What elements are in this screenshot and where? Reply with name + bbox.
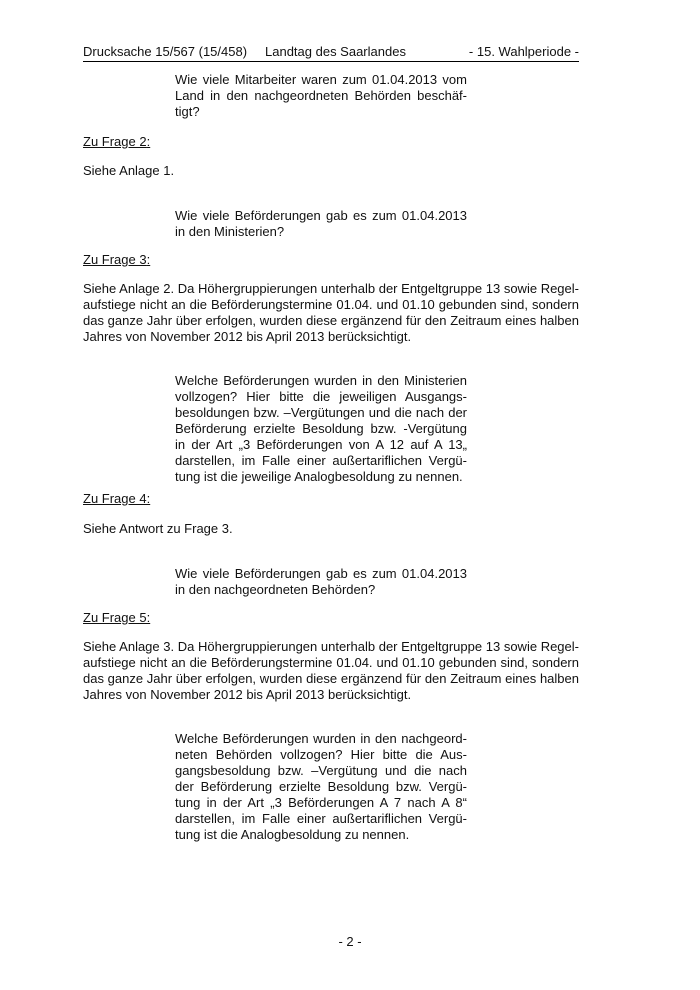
answer-3-line: Siehe Anlage 2. Da Höhergruppierungen unterhalb der Entgeltgruppe 13 sowie Regel- [83,281,579,296]
page-header [83,44,579,62]
question-4-line: in den nachgeordneten Behörden? [175,582,376,597]
question-1-line: tigt? [175,104,200,119]
answer-4 [83,521,579,537]
answer-5-line: aufstiege nicht an die Beförderungstermine 01.04. und 01.10 gebunden sind, sondern [83,655,579,670]
question-3-line: darstellen, im Falle einer außertariflichen Vergü- [175,453,467,468]
question-5-line: Welche Beförderungen wurden in den nachgeord- [175,731,467,746]
answer-3-line: Jahres von November 2012 bis April 2013 berücksichtigt. [83,329,412,344]
question-2 [175,208,467,240]
heading-label: Zu Frage 5: [83,610,151,625]
question-3 [175,373,467,485]
answer-4-text: Siehe Antwort zu Frage 3. [83,521,233,536]
question-1-line: Land in den nachgeordneten Behörden beschäf- [175,88,467,103]
question-3-line: Beförderung erzielte Besoldung bzw. -Vergütung [175,421,467,436]
question-3-line: Welche Beförderungen wurden in den Ministerien [175,373,467,388]
heading-zu-frage-2 [83,134,150,150]
heading-zu-frage-3 [83,252,150,268]
heading-colon: : [146,134,151,149]
heading-label: Zu Frage 2 [83,134,147,149]
question-5-line: darstellen, im Falle einer außertariflichen Vergü- [175,811,467,826]
question-5-line: gangsbesoldung bzw. –Vergütung und die nach [175,763,467,778]
question-4-line: Wie viele Beförderungen gab es zum 01.04.2013 [175,566,467,581]
question-2-line: in den Ministerien? [175,224,285,239]
question-2-line: Wie viele Beförderungen gab es zum 01.04.2013 [175,208,467,223]
answer-5-line: das ganze Jahr über erfolgen, wurden diese ergänzend für den Zeitraum eines halben [83,671,579,686]
page-number: - 2 - [338,934,362,949]
question-4 [175,566,467,598]
question-1-line: Wie viele Mitarbeiter waren zum 01.04.2013 vom [175,72,467,87]
answer-5-line: Jahres von November 2012 bis April 2013 berücksichtigt. [83,687,412,702]
header-document-number: Drucksache 15/567 (15/458) [83,44,248,59]
answer-3-line: aufstiege nicht an die Beförderungstermine 01.04. und 01.10 gebunden sind, sondern [83,297,579,312]
answer-2 [83,163,579,179]
question-5-line: neten Behörden vollzogen? Hier bitte die Aus- [175,747,467,762]
heading-colon: : [146,252,151,267]
question-3-line: besoldungen bzw. –Vergütungen und die nach der [175,405,467,420]
question-5-line: der Beförderung erzielte Besoldung bzw. Vergü- [175,779,467,794]
question-3-line: in der Art „3 Beförderungen von A 12 auf A 13„ [175,437,467,452]
header-legislative-period: - 15. Wahlperiode - [468,44,579,59]
question-3-line: tung ist die jeweilige Analogbesoldung zu nennen. [175,469,463,484]
question-1 [175,72,467,120]
answer-5 [83,639,579,703]
heading-zu-frage-5 [83,610,150,626]
question-5-line: tung ist die Analogbesoldung zu nennen. [175,827,410,842]
answer-2-text: Siehe Anlage 1. [83,163,175,178]
question-3-line: vollzogen? Hier bitte die jeweiligen Ausgangs- [175,389,467,404]
header-parliament-name: Landtag des Saarlandes [265,44,406,59]
answer-5-line: Siehe Anlage 3. Da Höhergruppierungen unterhalb der Entgeltgruppe 13 sowie Regel- [83,639,579,654]
question-5-line: tung in der Art „3 Beförderungen A 7 nach A 8“ [175,795,467,810]
heading-zu-frage-4 [83,491,150,507]
question-5 [175,731,467,843]
answer-3 [83,281,579,345]
heading-label: Zu Frage 4: [83,491,151,506]
answer-3-line: das ganze Jahr über erfolgen, wurden diese ergänzend für den Zeitraum eines halben [83,313,579,328]
heading-label: Zu Frage 3 [83,252,147,267]
